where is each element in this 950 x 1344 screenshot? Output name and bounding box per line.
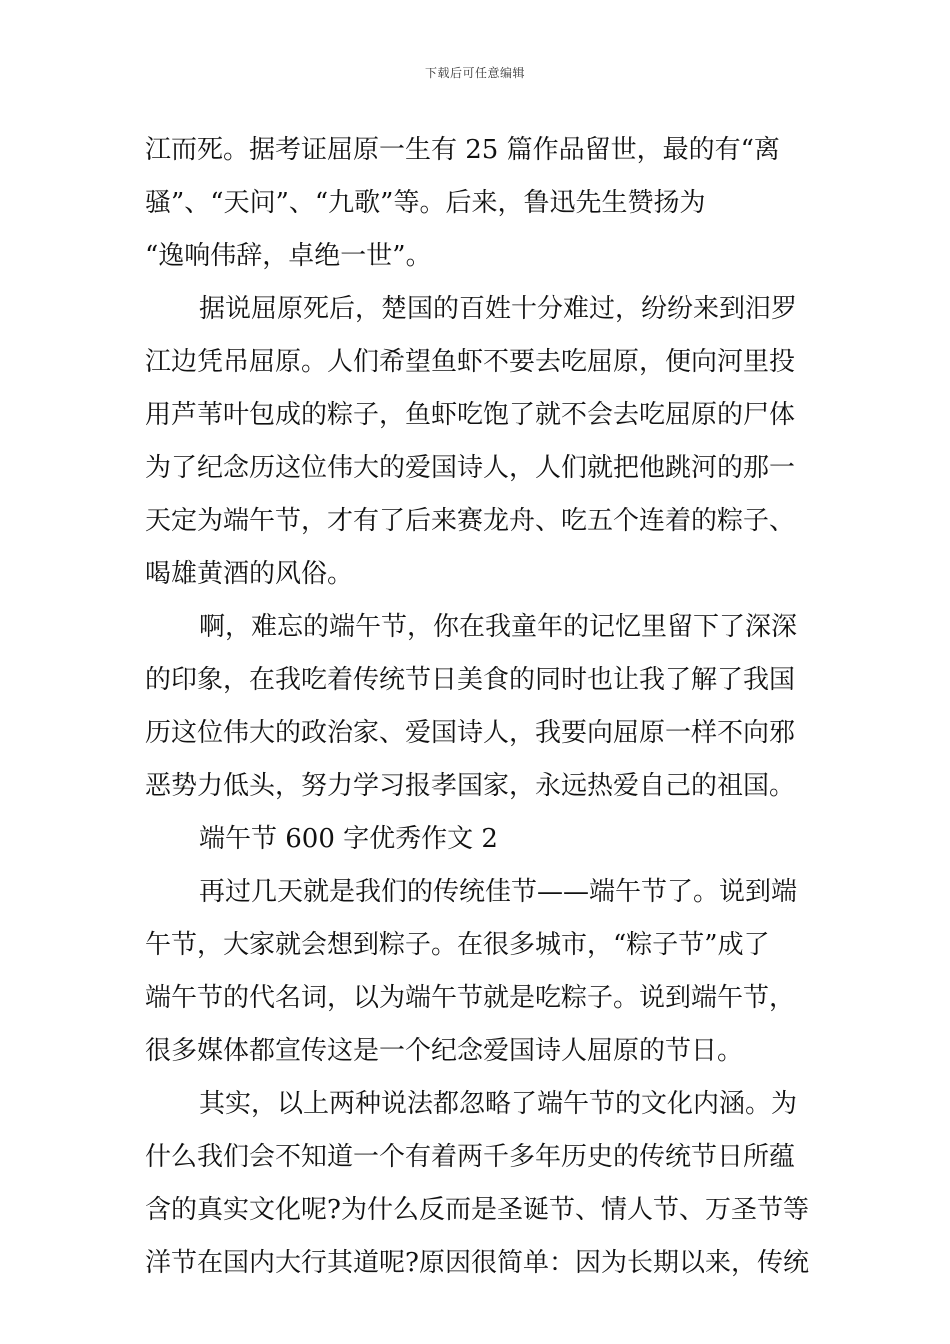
text-line: 江而死。据考证屈原一生有 25 篇作品留世，最的有“离 (145, 135, 780, 165)
text-line: 历这位伟大的政治家、爱国诗人，我要向屈原一样不向邪 (145, 718, 796, 748)
section-heading: 端午节 600 字优秀作文 2 (199, 824, 498, 854)
text-line: 的印象，在我吃着传统节日美食的同时也让我了解了我国 (145, 665, 796, 695)
text-line: 什么我们会不知道一个有着两千多年历史的传统节日所蕴 (145, 1142, 796, 1172)
text-line: 恶势力低头，努力学习报孝国家，永远热爱自己的祖国。 (145, 771, 796, 801)
text-line: 骚”、“天问”、“九歌”等。后来，鲁迅先生赞扬为 (145, 188, 706, 218)
text-line: 洋节在国内大行其道呢?原因很简单：因为长期以来，传统 (145, 1248, 809, 1278)
text-line: 喝雄黄酒的风俗。 (145, 559, 354, 589)
page-header: 下载后可任意编辑 (424, 66, 525, 80)
text-line: 天定为端午节，才有了后来赛龙舟、吃五个连着的粽子、 (145, 506, 796, 536)
paragraph-start-line: 啊，难忘的端午节，你在我童年的记忆里留下了深深 (199, 612, 798, 642)
text-line: 用芦苇叶包成的粽子，鱼虾吃饱了就不会去吃屈原的尸体 (145, 400, 796, 430)
text-line: 为了纪念历这位伟大的爱国诗人，人们就把他跳河的那一 (145, 453, 796, 483)
paragraph-start-line: 其实，以上两种说法都忽略了端午节的文化内涵。为 (199, 1089, 798, 1119)
document-body (145, 124, 807, 1290)
text-line: 江边凭吊屈原。人们希望鱼虾不要去吃屈原，便向河里投 (145, 347, 796, 377)
text-line: 很多媒体都宣传这是一个纪念爱国诗人屈原的节日。 (145, 1036, 744, 1066)
text-line: “逸响伟辞，卓绝一世”。 (145, 241, 432, 271)
paragraph-start-line: 据说屈原死后，楚国的百姓十分难过，纷纷来到汨罗 (199, 294, 798, 324)
text-line: 午节，大家就会想到粽子。在很多城市，“粽子节”成了 (145, 930, 770, 960)
text-line: 端午节的代名词，以为端午节就是吃粽子。说到端午节， (145, 983, 796, 1013)
text-line: 含的真实文化呢?为什么反而是圣诞节、情人节、万圣节等 (145, 1195, 809, 1225)
paragraph-start-line: 再过几天就是我们的传统佳节——端午节了。说到端 (199, 877, 798, 907)
